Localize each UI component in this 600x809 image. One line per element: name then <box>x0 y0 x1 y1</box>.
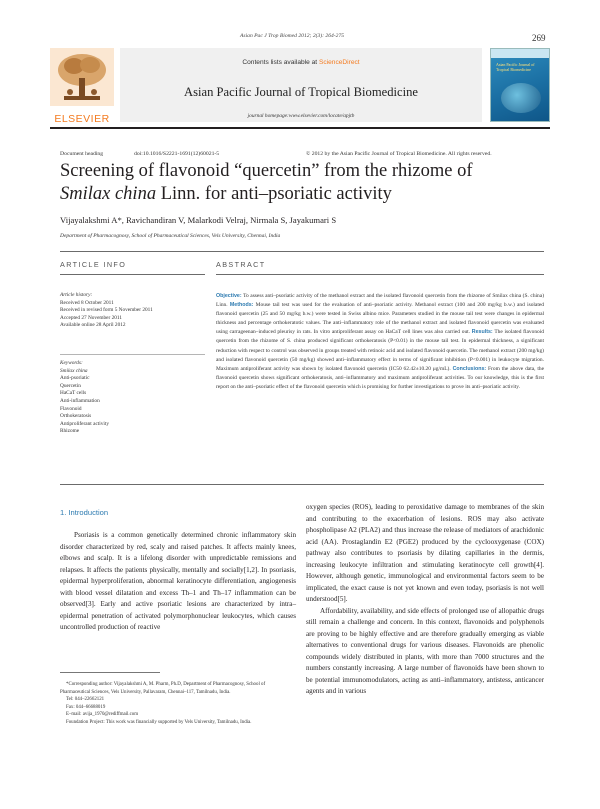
abstract-text <box>216 292 544 392</box>
keyword-item: Anti-psoriatic <box>60 375 90 382</box>
introduction-left-paragraph: Psoriasis is a common genetically determined chronic inflammatory skin disorder characterized by red, scaly and raised patches. It affects mainly knees, elbows and scalp. It is a lifelong disorder with unpredictable remissions and relapses. It affects the patients physically, mentally and socially[1,2]. In psoriasis, epidermal hyperproliferation, abnormal keratinocyte differentiation, angiogenesis with blood vessel dilatation and excess Th–1 and Th–17 inflammation can be observed[3]. Early and active psoriatic lesions are characterized by intra–epidermal penetration of activated polymorphonuclear leukocytes, which causes uncontrolled production of reactive <box>60 531 296 631</box>
introduction-paragraph: oxygen species (ROS), leading to peroxidative damage to membranes of the skin and contributing to the exacerbation of lesions. ROS may also activate phospholipase A2 (PLA2) and thus increase the release of mediators of arachidonic acid (AA). Prostaglandin E2 (PGE2) produced by the cyclooxygenase (COX) pathway also contributes to psoriasis by dilating capillaries in the dermis, increasing leukocyte infiltration and stimulating keratinocyte cell growth[4]. However, although genetic, immunological and environmental factors seem to be implicated, the exact cause is not yet known and even today, psoriasis is not well understood[5]. <box>306 503 544 603</box>
abstract-bottom-divider <box>60 484 544 485</box>
page-number: 269 <box>532 33 546 43</box>
journal-title: Asian Pacific Journal of Tropical Biomedicine <box>184 85 418 99</box>
section-divider <box>60 251 544 252</box>
document-heading: Document heading <box>60 151 104 157</box>
introduction-paragraph: Affordability, availability, and side effects of prolonged use of allopathic drugs still remain a challenge and concern. In this context, flavonoids and polyphenols are proving to be highly effective and are therefore gradually emerging as viable alternatives to conventional drugs for various diseases. Flavonoids are phenolic compounds widely distributed in plants, with more than 7000 structures and the numbers constantly increasing. A large number of flavonoids have been shown to be potential immunomodulators, acting as anti–inflammatory, antistess, anticancer agents and in various <box>306 606 544 695</box>
introduction-heading: 1. Introduction <box>60 508 109 517</box>
article-history <box>60 292 205 330</box>
keyword-item: Rhizome <box>60 428 80 435</box>
foundation-note: Foundation Project: This work was financially supported by Vels University, Tamilnadu, India. <box>66 719 252 725</box>
results-text: The isolated flavonoid quercetin from the rhizome of S. china produced significant orthokeratosis (P<0.01) in the mouse tail test. In epidermal thickness, a significant reduction with respect to control was observed in groups treated with retinoic acid and isolated flavonoid quercetin. The methanol extract (200 mg/kg) and isolated flavonoid quercetin (50 mg/kg) showed anti–inflammatory effect in terms of significant inhibition (P<0.001) in leukocyte migration. Maximum antiproliferant activity was shown by isolated flavonoid quercetin (IC50 62.42±10.20 μg/mL). <box>216 329 544 372</box>
telephone-note: Tel: 044–22662121 <box>66 697 105 702</box>
keywords-list <box>60 360 205 436</box>
keyword-item: HaCaT cells <box>60 390 87 397</box>
history-item: Accepted 27 November 2011 <box>60 314 123 321</box>
history-item: Received in revised form 5 November 2011 <box>60 307 153 314</box>
journal-homepage-link[interactable]: journal homepage:www.elsevier.com/locate/apjtb <box>247 113 355 119</box>
fax-note: Fax: 044–66688019 <box>66 704 106 710</box>
objective-label: Objective: <box>216 293 242 299</box>
article-title <box>60 160 520 205</box>
methods-text: Mouse tail test was used for the evaluation of anti–psoriatic activity. Methanol extract (100 and 200 mg/kg b.w.) and isolated flavonoid quercetin (25 and 50 mg/kg b.w.) were tested in Swiss albino mice. Parameters studied in the mouse tail test were changes in epidermal thickness and percentage orthokeratotic values. The anti–inflammatory role of the methanol extract and isolated flavonoid quercetin was evaluated using carrageenan–induced pleurisy in rats. In vitro antiproliferant assay on HaCaT cell lines was also carried out. <box>216 302 544 336</box>
footnote-divider <box>60 672 160 673</box>
article-info-heading: ARTICLE INFO <box>60 260 127 269</box>
history-item: Available online 28 April 2012 <box>60 322 126 329</box>
keyword-item: Orthokeratosis <box>60 413 92 420</box>
masthead-divider <box>50 127 550 129</box>
conclusions-label: Conclusions: <box>452 365 487 372</box>
author-list: Vijayalakshmi A*, Ravichandiran V, Malarkodi Velraj, Nirmala S, Jayakumari S <box>60 215 337 225</box>
running-head: Asian Pac J Trop Biomed 2012; 2(3): 264-275 <box>240 33 345 39</box>
contents-line <box>120 59 482 66</box>
doi-link[interactable]: doi:10.1016/S2221-1691(12)60021-5 <box>134 151 220 157</box>
abstract-divider <box>216 274 544 275</box>
methods-label: Methods: <box>229 302 254 309</box>
cover-stripe <box>491 49 550 58</box>
publisher-name: ELSEVIER <box>54 113 110 125</box>
keyword-item: Quercetin <box>60 382 81 389</box>
copyright-notice: © 2012 by the Asian Pacific Journal of Tropical Biomedicine. All rights reserved. <box>306 151 492 157</box>
results-label: Results: <box>471 329 493 336</box>
abstract-heading: ABSTRACT <box>216 260 266 269</box>
keyword-item: Flavonoid <box>60 405 82 412</box>
title-main: Screening of flavonoid “quercetin” from the rhizome of <box>60 161 473 181</box>
introduction-right-column <box>306 502 544 698</box>
history-item: Received 8 October 2011 <box>60 299 114 306</box>
keywords-label: Keywords: <box>60 360 83 366</box>
keyword-item: Anti-inflammation <box>60 397 100 404</box>
history-label: Article history: <box>60 292 93 298</box>
title-species: Smilax china <box>60 183 157 204</box>
keyword-item: Antiproliferant activity <box>60 420 109 427</box>
info-divider <box>60 354 205 355</box>
sciencedirect-link[interactable]: ScienceDirect <box>318 59 360 66</box>
conclusions-text: From the above data, the flavonoid quercetin shows significant orthokeratosis, anti–inflammatory and maximum antiproliferant activities. To our knowledge, this is the first report on the anti–psoriatic effect of the flavonoid quercetin which is promising for further investigations to prove its anti–psoriatic activity. <box>216 365 544 390</box>
keyword-item: Smilax china <box>60 367 88 374</box>
affiliation: Department of Pharmacognosy, School of Pharmaceutical Sciences, Vels University, Chennai, India <box>60 233 281 239</box>
email-note[interactable]: E–mail: avija_1970@rediffmail.com <box>66 712 139 717</box>
title-end: Linn. for anti–psoriatic activity <box>160 183 392 204</box>
objective-text: To assess anti–psoriatic activity of the methanol extract and the isolated flavonoid quercetin from the rhizome of Smilax china (S. china) Linn. <box>216 293 545 309</box>
cover-title: Asian Pacific Journal of Tropical Biomedicine <box>496 62 535 72</box>
elsevier-tree-icon <box>50 48 114 106</box>
article-info-divider <box>60 274 205 275</box>
journal-cover-image <box>490 48 550 122</box>
footnotes <box>60 681 296 726</box>
elsevier-logo <box>50 48 114 125</box>
cover-artwork <box>501 83 541 113</box>
contents-prefix: Contents lists available at <box>242 59 319 66</box>
corresponding-author-note: *Corresponding author: Vijayalakshmi A, M. Pharm, Ph.D, Department of Pharmacognosy, School of Pharmaceutical Sciences, Vels University, Pallavaram, Chennai–117, Tamilnadu, India. <box>60 682 266 695</box>
